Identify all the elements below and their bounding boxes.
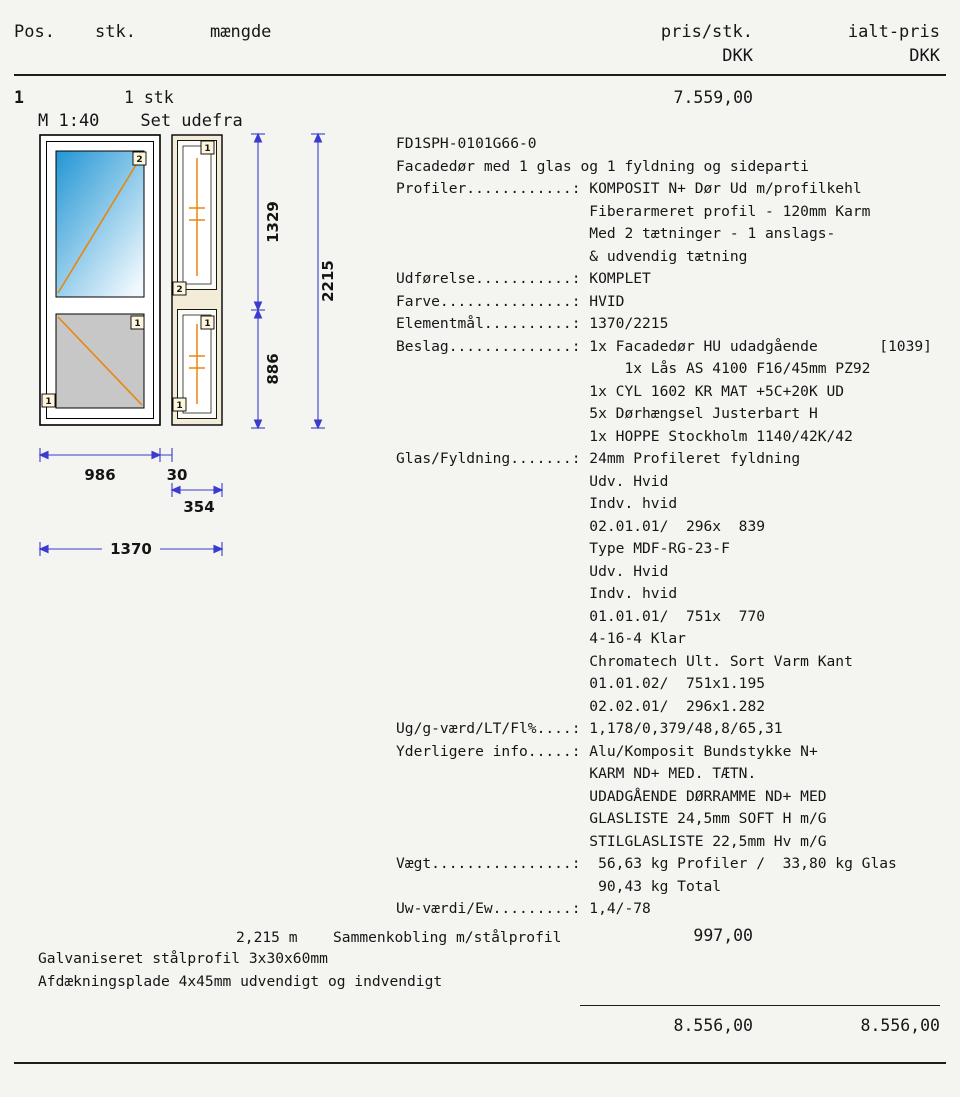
dimension-lines-vertical xyxy=(251,134,325,428)
item-price-each: 7.559,00 xyxy=(673,88,753,107)
currency-total: DKK xyxy=(909,46,940,66)
side-panel xyxy=(172,135,222,425)
spec-line: GLASLISTE 24,5mm SOFT H m/G xyxy=(396,810,827,827)
header-amount: mængde xyxy=(210,22,272,42)
badge-side-bottom: 1 xyxy=(176,401,183,411)
spec-line: UDADGÅENDE DØRRAMME ND+ MED xyxy=(396,787,827,805)
spec-line: Udv. Hvid xyxy=(396,562,669,580)
spec-line: Yderligere info.....: Alu/Komposit Bundstykke N+ xyxy=(396,742,818,760)
spec-line: Indv. hvid xyxy=(396,585,678,602)
spec-line: Chromatech Ult. Sort Varm Kant xyxy=(396,652,853,670)
spec-line: 1x CYL 1602 KR MAT +5C+20K UD xyxy=(396,382,845,400)
badge-side-mid-left: 2 xyxy=(176,285,183,295)
badge-door-glass: 2 xyxy=(136,155,143,165)
spec-line: 1x HOPPE Stockholm 1140/42K/42 xyxy=(396,427,853,445)
currency-each: DKK xyxy=(722,46,753,66)
dim-height-total: 2215 xyxy=(319,260,337,302)
spec-line: 02.01.01/ 296x 839 xyxy=(396,517,766,535)
spec-line: Udv. Hvid xyxy=(396,472,669,490)
spec-line: 01.01.01/ 751x 770 xyxy=(396,607,766,625)
spec-line: 5x Dørhængsel Justerbart H xyxy=(396,405,818,422)
header-price-total: ialt-pris xyxy=(847,22,940,42)
dim-width-total: 1370 xyxy=(110,540,152,558)
addon-note-line: Afdækningsplade 4x45mm udvendigt og indvendigt xyxy=(38,972,443,990)
spec-line: Profiler............: KOMPOSIT N+ Dør Ud m/profilkehl xyxy=(396,180,862,197)
spec-line: 90,43 kg Total xyxy=(396,877,722,895)
spec-line: STILGLASLISTE 22,5mm Hv m/G xyxy=(396,832,827,850)
spec-line: Ug/g-værd/LT/Fl%....: 1,178/0,379/48,8/65,31 xyxy=(396,720,783,737)
header-qty: stk. xyxy=(95,22,136,42)
totals-rule xyxy=(580,1005,940,1006)
spec-line: Med 2 tætninger - 1 anslags- xyxy=(396,225,836,242)
total-price-total: 8.556,00 xyxy=(860,1016,940,1035)
dim-height-top: 1329 xyxy=(264,201,282,243)
addon-qty: 2,215 m xyxy=(236,929,298,946)
spec-line: & udvendig tætning xyxy=(396,247,748,265)
addon-price: 997,00 xyxy=(693,926,753,945)
spec-line: Facadedør med 1 glas og 1 fyldning og sideparti xyxy=(396,157,809,175)
spec-block xyxy=(396,133,932,921)
spec-line: Farve...............: HVID xyxy=(396,292,625,310)
badge-door-mid: 1 xyxy=(134,319,141,329)
dim-height-bottom: 886 xyxy=(264,353,282,385)
spec-line: Indv. hvid xyxy=(396,495,678,512)
addon-note-line: Galvaniseret stålprofil 3x30x60mm xyxy=(38,950,328,967)
header-rule xyxy=(14,74,946,76)
spec-line: Fiberarmeret profil - 120mm Karm xyxy=(396,202,871,220)
spec-line: Uw-værdi/Ew.........: 1,4/-78 xyxy=(396,900,651,917)
drawing-title: M 1:40 Set udefra xyxy=(38,111,243,131)
bottom-rule xyxy=(14,1062,946,1064)
spec-line: 01.01.02/ 751x1.195 xyxy=(396,675,766,692)
spec-line: Beslag..............: 1x Facadedør HU udadgående [1039] xyxy=(396,337,932,355)
total-price-each: 8.556,00 xyxy=(673,1016,753,1035)
spec-line: KARM ND+ MED. TÆTN. xyxy=(396,765,757,782)
spec-line: 4-16-4 Klar xyxy=(396,630,686,647)
badge-door-bottom: 1 xyxy=(45,397,52,407)
spec-line: FD1SPH-0101G66-0 xyxy=(396,135,537,152)
badge-side-mid: 1 xyxy=(204,319,211,329)
spec-line: Type MDF-RG-23-F xyxy=(396,540,730,557)
spec-line: 02.02.01/ 296x1.282 xyxy=(396,697,766,715)
spec-line: Elementmål..........: 1370/2215 xyxy=(396,315,669,332)
spec-line: Udførelse...........: KOMPLET xyxy=(396,270,651,287)
header-pos: Pos. xyxy=(14,22,55,42)
dim-width-coupling: 30 xyxy=(166,466,188,484)
spec-line: 1x Lås AS 4100 F16/45mm PZ92 xyxy=(396,360,871,377)
spec-line: Vægt................: 56,63 kg Profiler / 33,80 kg Glas xyxy=(396,855,897,872)
door-unit xyxy=(40,135,160,425)
door-drawing xyxy=(30,128,342,573)
dim-width-door: 986 xyxy=(84,466,116,484)
addon-notes xyxy=(38,948,442,993)
addon-description: Sammenkobling m/stålprofil xyxy=(333,929,562,946)
item-qty: 1 stk xyxy=(124,88,174,107)
badge-side-top: 1 xyxy=(204,144,211,154)
spec-line: Glas/Fyldning.......: 24mm Profileret fyldning xyxy=(396,450,801,467)
dim-width-side: 354 xyxy=(183,498,215,516)
item-pos-number: 1 xyxy=(14,88,24,107)
header-price-each: pris/stk. xyxy=(660,22,753,42)
